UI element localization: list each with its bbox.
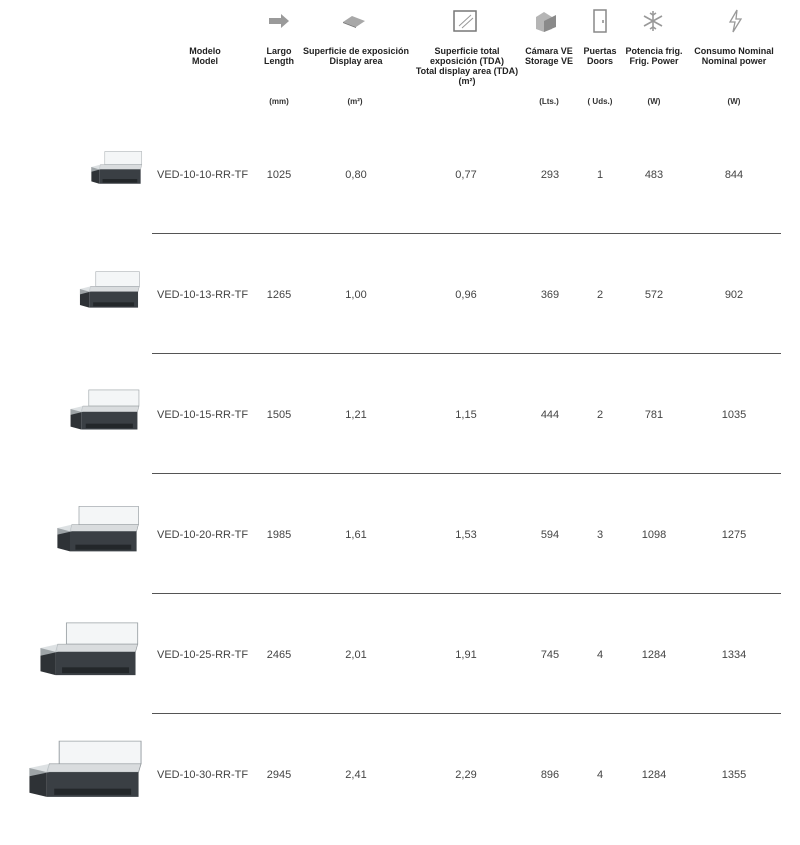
table-row [0,365,800,485]
row-divider [152,713,781,714]
unit-length: (mm) [269,97,289,106]
header-model: Modelo Model [189,46,221,66]
display-case-image [52,503,142,553]
frig-power-value: 1284 [641,769,667,781]
display-case-image [22,737,146,799]
display-area-value: 0,80 [345,169,367,181]
length-value: 1985 [266,529,292,541]
storage-value: 594 [540,529,560,541]
row-divider [152,233,781,234]
unit-display-area: (m²) [347,97,363,106]
display-case-image [66,387,142,431]
nominal-power-value: 1035 [721,409,747,421]
table-row [0,245,800,365]
header-frig-power: Potencia frig. Frig. Power [625,46,683,66]
length-value: 1265 [266,289,292,301]
door-icon [587,8,613,34]
total-display-area-value: 0,96 [455,289,477,301]
nominal-power-value: 1355 [721,769,747,781]
frig-power-value: 483 [644,169,664,181]
nominal-power-value: 1334 [721,649,747,661]
total-display-area-value: 1,53 [455,529,477,541]
storage-value: 745 [540,649,560,661]
display-case-image [34,619,142,677]
display-case-image [76,269,142,309]
cube-icon [533,8,559,34]
model-name: VED-10-30-RR-TF [157,769,249,781]
doors-value: 4 [596,769,604,781]
doors-value: 2 [596,409,604,421]
unit-frig-power: (W) [647,97,661,106]
model-name: VED-10-13-RR-TF [157,289,249,301]
row-divider [152,473,781,474]
header-storage: Cámara VE Storage VE [524,46,573,66]
frig-power-value: 1098 [641,529,667,541]
table-row [0,125,800,245]
model-name: VED-10-10-RR-TF [157,169,249,181]
frig-power-value: 1284 [641,649,667,661]
storage-value: 896 [540,769,560,781]
display-case-image [88,149,144,185]
length-value: 1025 [266,169,292,181]
glass-panel-icon [452,8,478,34]
header-doors: Puertas Doors [583,46,617,66]
nominal-power-value: 844 [724,169,744,181]
header-display-area: Superficie de exposición Display area [302,46,410,66]
model-name: VED-10-20-RR-TF [157,529,249,541]
storage-value: 293 [540,169,560,181]
nominal-power-value: 1275 [721,529,747,541]
unit-storage: (Lts.) [539,97,559,106]
row-divider [152,593,781,594]
total-display-area-value: 0,77 [455,169,477,181]
display-area-value: 1,61 [345,529,367,541]
table-row [0,605,800,725]
display-area-value: 2,01 [345,649,367,661]
table-row [0,485,800,605]
doors-value: 1 [596,169,604,181]
header-total-display-area: Superficie total exposición (TDA) Total display area (TDA) (m²) [415,46,519,86]
doors-value: 3 [596,529,604,541]
storage-value: 369 [540,289,560,301]
frig-power-value: 572 [644,289,664,301]
display-area-value: 1,21 [345,409,367,421]
total-display-area-value: 1,15 [455,409,477,421]
total-display-area-value: 2,29 [455,769,477,781]
surface-icon [341,8,367,34]
frig-power-value: 781 [644,409,664,421]
doors-value: 4 [596,649,604,661]
row-divider [152,353,781,354]
doors-value: 2 [596,289,604,301]
length-value: 2945 [266,769,292,781]
table-row [0,725,800,845]
header-length: Largo Length [264,46,294,66]
model-name: VED-10-15-RR-TF [157,409,249,421]
arrow-right-icon [266,8,292,34]
lightning-icon [722,8,748,34]
header-nominal-power: Consumo Nominal Nominal power [694,46,774,66]
snowflake-icon [640,8,666,34]
total-display-area-value: 1,91 [455,649,477,661]
unit-doors: ( Uds.) [587,97,613,106]
model-name: VED-10-25-RR-TF [157,649,249,661]
display-area-value: 1,00 [345,289,367,301]
nominal-power-value: 902 [724,289,744,301]
length-value: 2465 [266,649,292,661]
storage-value: 444 [540,409,560,421]
display-area-value: 2,41 [345,769,367,781]
length-value: 1505 [266,409,292,421]
unit-nominal-power: (W) [727,97,741,106]
